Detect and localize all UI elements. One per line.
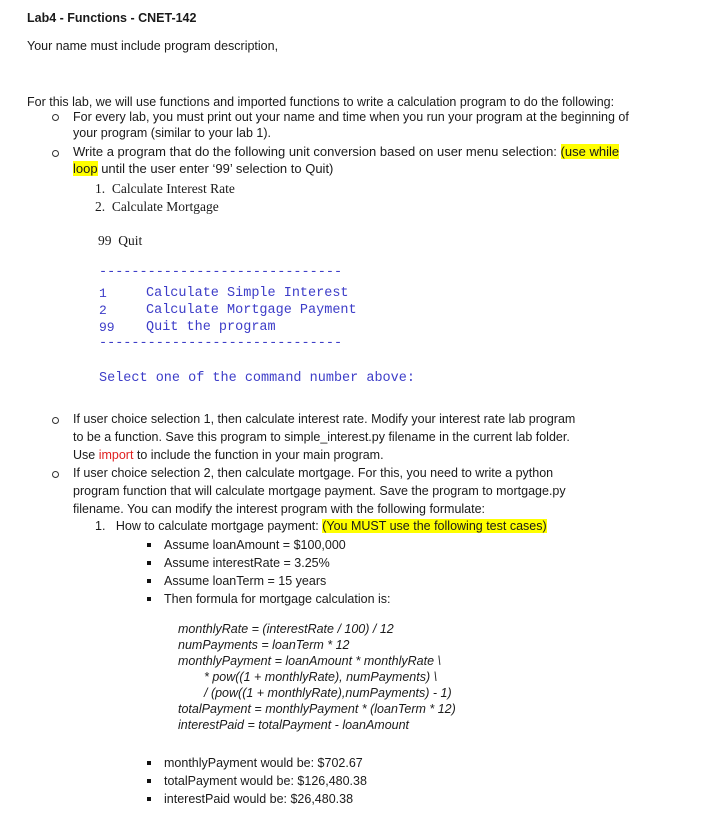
bullet2-line2	[73, 161, 333, 177]
menu-item-1: Calculate Simple Interest	[146, 286, 349, 301]
hollow-bullet-icon	[52, 471, 59, 478]
square-bullet-icon	[147, 579, 151, 583]
subtitle: Your name must include program description,	[27, 39, 279, 53]
option-2	[95, 199, 219, 215]
bullet3-text2: to include the function in your main program.	[133, 448, 384, 462]
bullet3-line3	[73, 447, 384, 463]
mortgage-text: How to calculate mortgage payment:	[115, 519, 323, 533]
bullet1-line1: For every lab, you must print out your name and time when you run your program at the beginning of	[73, 110, 629, 124]
option-99: 99 Quit	[98, 233, 143, 248]
page-title: Lab4 - Functions - CNET-142	[27, 11, 197, 25]
formula-line: numPayments = loanTerm * 12	[178, 638, 350, 652]
mortgage-heading	[95, 518, 547, 534]
highlight-test-cases: (You MUST use the following test cases)	[322, 519, 547, 533]
bullet3-line2: to be a function. Save this program to simple_interest.py filename in the current lab folder.	[73, 430, 570, 444]
square-bullet-icon	[147, 779, 151, 783]
formula-line: totalPayment = monthlyPayment * (loanTerm * 12)	[178, 702, 456, 716]
formula-line: monthlyRate = (interestRate / 100) / 12	[178, 622, 394, 636]
square-bullet-icon	[147, 597, 151, 601]
bullet2-text: Write a program that do the following unit conversion based on user menu selection:	[73, 144, 561, 159]
square-bullet-icon	[147, 543, 151, 547]
menu-item-99: Quit the program	[146, 320, 276, 335]
menu-num: 1	[99, 286, 107, 301]
bullet3-text: Use	[73, 448, 99, 462]
mortgage-num: 1.	[95, 519, 106, 533]
import-keyword: import	[98, 448, 134, 462]
hollow-bullet-icon	[52, 417, 59, 424]
menu-separator-top: ------------------------------	[99, 265, 343, 280]
bullet3-line1: If user choice selection 1, then calculate interest rate. Modify your interest rate lab program	[73, 412, 576, 426]
assumption-loan-amount: Assume loanAmount = $100,000	[164, 538, 346, 552]
bullet2-line1	[73, 144, 619, 160]
formula-line: / (pow((1 + monthlyRate),numPayments) - 1)	[204, 686, 452, 700]
bullet4-line2: program function that will calculate mortgage payment. Save the program to mortgage.py	[73, 484, 566, 498]
assumption-interest-rate: Assume interestRate = 3.25%	[164, 556, 330, 570]
assumption-loan-term: Assume loanTerm = 15 years	[164, 574, 327, 588]
square-bullet-icon	[147, 761, 151, 765]
formula-line: monthlyPayment = loanAmount * monthlyRate \	[178, 654, 441, 668]
option-label: Calculate Interest Rate	[111, 181, 235, 196]
bullet4-line1: If user choice selection 2, then calculate mortgage. For this, you need to write a python	[73, 466, 554, 480]
menu-separator-bottom: ------------------------------	[99, 336, 343, 351]
option-num: 1.	[95, 181, 106, 196]
option-label: Calculate Mortgage	[111, 199, 219, 214]
square-bullet-icon	[147, 797, 151, 801]
option-1	[95, 181, 235, 197]
result-monthly-payment: monthlyPayment would be: $702.67	[164, 756, 363, 770]
result-interest-paid: interestPaid would be: $26,480.38	[164, 792, 354, 806]
highlight-loop: loop	[73, 161, 98, 176]
formula-line: interestPaid = totalPayment - loanAmount	[178, 718, 410, 732]
highlight-while: (use while	[560, 144, 620, 159]
square-bullet-icon	[147, 561, 151, 565]
menu-num: 2	[99, 303, 107, 318]
hollow-bullet-icon	[52, 150, 59, 157]
intro-text: For this lab, we will use functions and imported functions to write a calculation program to do the following:	[27, 95, 615, 109]
menu-prompt: Select one of the command number above:	[99, 371, 415, 386]
bullet1-line2: your program (similar to your lab 1).	[73, 126, 271, 140]
menu-num: 99	[99, 320, 115, 335]
hollow-bullet-icon	[52, 114, 59, 121]
formula-intro: Then formula for mortgage calculation is:	[164, 592, 391, 606]
bullet2-text2: until the user enter ‘99’ selection to Quit)	[97, 161, 334, 176]
bullet4-line3: filename. You can modify the interest program with the following formulate:	[73, 502, 486, 516]
result-total-payment: totalPayment would be: $126,480.38	[164, 774, 367, 788]
formula-line: * pow((1 + monthlyRate), numPayments) \	[204, 670, 438, 684]
option-num: 2.	[95, 199, 106, 214]
menu-item-2: Calculate Mortgage Payment	[146, 303, 357, 318]
